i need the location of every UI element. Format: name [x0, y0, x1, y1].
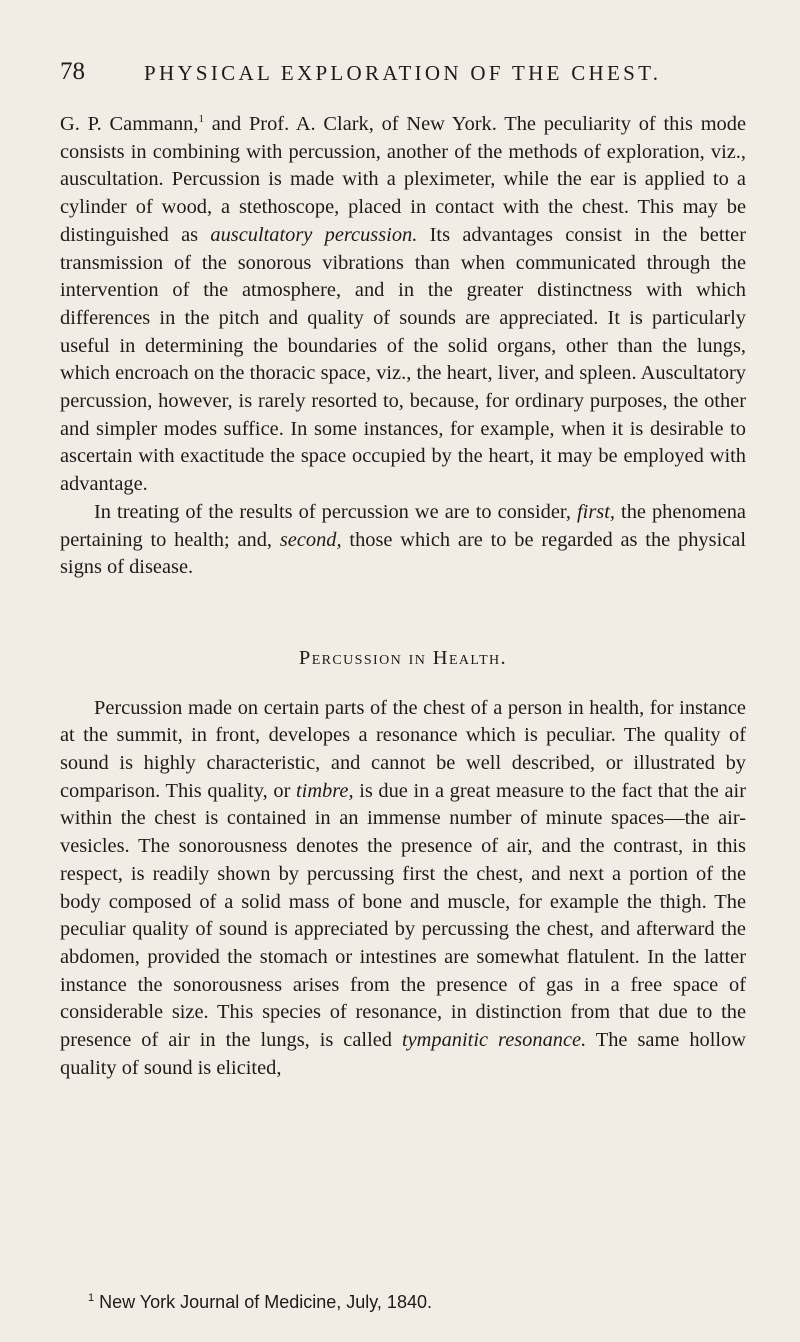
- page-header: [60, 58, 744, 88]
- body-text: [60, 111, 746, 1083]
- running-head: PHYSICAL EXPLORATION OF THE CHEST.: [144, 61, 662, 85]
- footnote-text: New York Journal of Medicine, July, 1840.: [99, 1292, 432, 1312]
- footnote-marker: 1: [88, 1292, 95, 1304]
- emphasis-term: timbre,: [296, 779, 354, 802]
- emphasis-term: first,: [577, 500, 615, 523]
- emphasis-term: tympanitic resonance.: [401, 1029, 587, 1052]
- footnote: [88, 1292, 432, 1313]
- paragraph-percussion-in-health: Percussion made on certain parts of the chest of a person in health, for instance at the summit, in front, developes a resonance which is peculiar. The quality of sound is highly characteristic, and cannot be well described, or illustrated by comparison. This quality, or timbre, is due in a great measure to the fact that the air within the chest is contained in an immense number of minute spaces—the air-vesicles. The sonorousness denotes the presence of air, and the contrast, in this respect, is readily shown by percussing first the chest, and next a portion of the body composed of a solid mass of bone and muscle, for example the thigh. The peculiar quality of sound is appreciated by percussing the chest, and afterward the abdomen, provided the stomach or intestines are somewhat flatulent. In the latter instance the sonorousness arises from the presence of gas in a free space of considerable size. This species of resonance, in distinction from that due to the presence of air in the lungs, is called tympanitic resonance. The same hollow quality of sound is elicited,: [60, 696, 746, 1079]
- paragraph-auscultatory-percussion: G. P. Cammann,$^1$ and Prof. A. Clark, of New York. The peculiarity of this mode consists in combining with percussion, another of the methods of exploration, viz., auscultation. Percussion is made with a pleximeter, while the ear is applied to a cylinder of wood, a stethoscope, placed in contact with the chest. This may be distinguished as auscultatory percussion. Its advantages consist in the better transmission of the sonorous vibrations than when communicated through the intervention of the atmosphere, and in the greater distinctness with which differences in the pitch and quality of sounds are appreciated. It is particularly useful in determining the boundaries of the solid organs, other than the lungs, which encroach on the thoracic space, viz., the heart, liver, and spleen. Auscultatory percussion, however, is rarely resorted to, because, for ordinary purposes, the other and simpler modes suffice. In some instances, for example, when it is desirable to ascertain with exactitude the space occupied by the heart, it may be employed with advantage.: [60, 113, 747, 496]
- section-heading: Percussion in Health.: [298, 646, 508, 669]
- emphasis-term: second,: [279, 528, 342, 551]
- footnote-reference: 1: [198, 113, 204, 126]
- paragraph-results-of-percussion: In treating of the results of percussion we are to consider, first, the phenomena pertaining to health; and, second, those which are to be regarded as the physical signs of disease.: [60, 500, 746, 579]
- page-number: 78: [60, 58, 85, 85]
- emphasis-term: auscultatory percussion.: [210, 223, 418, 246]
